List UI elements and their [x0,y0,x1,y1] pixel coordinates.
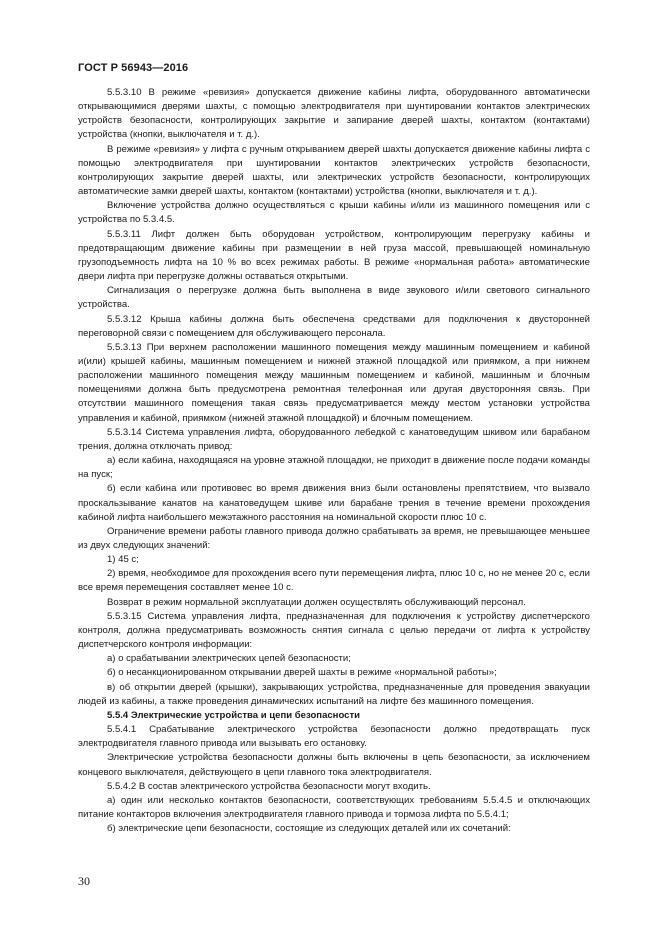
list-item-a-cabin-start: а) если кабина, находящаяся на уровне этажной площадки, не приходит в движение после подачи команды на пуск; [78,455,590,481]
list-item-1-45s: 1) 45 с; [107,554,139,566]
page-header-standard-number: ГОСТ Р 56943—2016 [78,62,189,74]
list-item-2-travel-time: 2) время, необходимое для прохождения всего пути перемещения лифта, плюс 10 с, но не менее 20 с, если все время перемещения составляет менее 10 с. [78,568,590,594]
paragraph-5-5-4-1: 5.5.4.1 Срабатывание электрического устройства безопасности должно предотвращать пуск электродвигателя главного привода или вызывать его остановку. [78,724,590,750]
paragraph-5-5-3-14: 5.5.3.14 Система управления лифта, оборудованного лебедкой с канатоведущим шкивом или барабаном трения, должна отключать привод: [78,426,590,452]
list-item-b-unauthorized-opening: б) о несанкционированном открывании дверей шахты в режиме «нормальной работы»; [107,667,497,679]
section-heading-5-5-4: 5.5.4 Электрические устройства и цепи безопасности [107,709,361,721]
paragraph-5-5-3-10: 5.5.3.10 В режиме «ревизия» допускается движение кабины лифта, оборудованного автоматически открывающимися дверями шахты, с помощью электродвигателя при шунтировании контактов электрических устройств безопасности, контролирующих закрытие и запирание дверей шахты, контактом (контактами) устройства (кнопки, выключателя и т. д.). [78,87,590,141]
paragraph-5-5-3-12: 5.5.3.12 Крыша кабины должна быть обеспечена средствами для подключения к двусторонней переговорной связи с помещением для обслуживающего персонала. [78,313,590,339]
paragraph-5-5-4-2: 5.5.4.2 В состав электрического устройства безопасности могут входить. [107,780,431,792]
document-body [78,86,590,836]
paragraph-5-5-3-15: 5.5.3.15 Система управления лифта, предназначенная для подключения к устройству диспетчерского контроля, должна предусматривать возможность снятия сигнала с целью передачи от лифта к устройству диспетчерского контроля информации: [78,610,590,651]
paragraph-time-limit: Ограничение времени работы главного привода должно срабатывать за время, не превышающее меньшее из двух следующих значений: [78,525,590,551]
paragraph-return-normal: Возврат в режим нормальной эксплуатации должен осуществлять обслуживающий персонал. [107,596,526,608]
paragraph-revision-manual-doors: В режиме «ревизия» у лифта с ручным открыванием дверей шахты допускается движение кабины лифта с помощью электродвигателя при шунтировании контактов электрических устройств безопасности, контролирующих закрытие дверей шахты, или электрических устройств безопасности, контролирующих автоматические замки дверей шахты, контактом (контактами) устройства (кнопки, выключателя и т. д.). [78,143,590,198]
paragraph-overload-signal: Сигнализация о перегрузке должна быть выполнена в виде звукового и/или светового сигнального устройства. [78,285,590,311]
paragraph-5-5-3-11: 5.5.3.11 Лифт должен быть оборудован устройством, контролирующим перегрузку кабины и предотвращающим движение кабины при размещении в ней груза массой, превышающей номинальную грузоподъемность лифта на 10 % во всех режимах работы. В режиме «нормальная работа» автоматические двери лифта при перегрузке должны оставаться открытыми. [78,228,590,283]
paragraph-device-activation: Включение устройства должно осуществляться с крыши кабины и/или из машинного помещения или с устройства по 5.3.4.5. [78,200,590,226]
page-number: 30 [78,874,90,888]
list-item-c-evacuation-doors: в) об открытии дверей (крышки), закрывающих устройства, предназначенные для проведения эвакуации людей из кабины, а также проведения динамических испытаний на лифте без машинного помещения. [78,681,590,707]
list-item-a-safety-contacts: а) один или несколько контактов безопасности, соответствующих требованиям 5.5.4.5 и отключающих питание контакторов включения электродвигателя главного привода и тормоза лифта по 5.5.4.1; [78,794,590,820]
list-item-a-safety-circuits: а) о срабатывании электрических цепей безопасности; [107,653,351,665]
paragraph-safety-circuit-inclusion: Электрические устройства безопасности должны быть включены в цепь безопасности, за исключением концевого выключателя, действующего в цепи главного тока электродвигателя. [78,752,590,778]
list-item-b-safety-circuits: б) электрические цепи безопасности, состоящие из следующих деталей или их сочетаний: [107,823,511,835]
list-item-b-slippage: б) если кабина или противовес во время движения вниз были остановлены препятствием, что вызвало проскальзывание канатов на канатоведущем шкиве или барабане трения в течение времени прохождения кабиной лифта наибольшего межэтажного расстояния на номинальной скорости плюс 10 с. [78,483,590,523]
paragraph-5-5-3-13: 5.5.3.13 При верхнем расположении машинного помещения между машинным помещением и кабиной и(или) крышей кабины, машинным помещением и нижней этажной площадкой или приямком, а при нижнем расположении машинного помещения между машинным помещением и кабиной, машинным и блочным помещениями должна быть предусмотрена ремонтная телефонная или другая двусторонняя связь. При отсутствии машинного помещения такая связь предусматривается между местом установки устройства управления и кабиной, приямком (нижней этажной площадкой) и блочным помещением. [78,341,590,424]
